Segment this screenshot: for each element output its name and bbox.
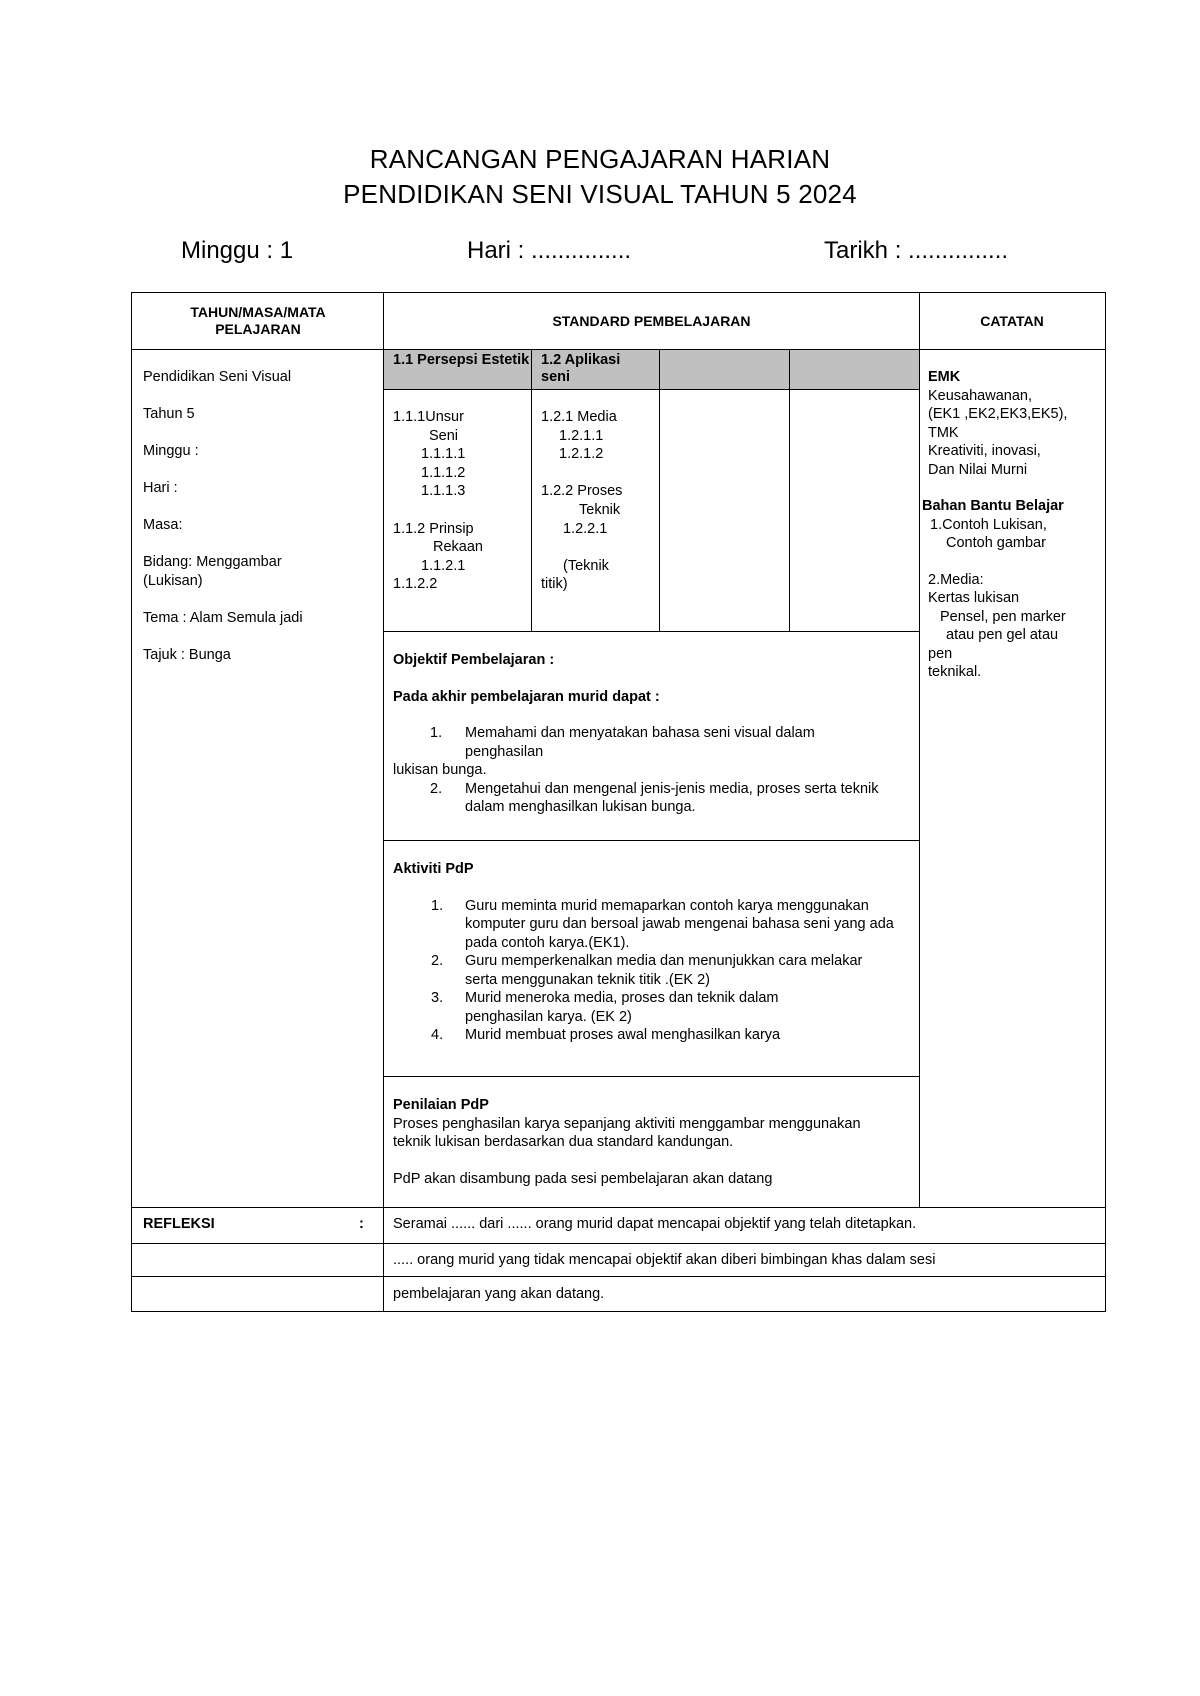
bbb-line: 1.Contoh Lukisan,	[930, 516, 1047, 533]
std1-line: 1.1.2 Prinsip	[393, 520, 474, 537]
media-line: Kertas lukisan	[928, 590, 1020, 606]
penilaian-section	[393, 1096, 903, 1188]
standard-col1-header	[393, 352, 530, 369]
minggu-field: Minggu : 1	[181, 237, 294, 264]
info-topic: Tajuk : Bunga	[143, 647, 231, 663]
catatan-section	[922, 368, 1100, 682]
emk-line: Keusahawanan,	[928, 387, 1032, 404]
info-subject: Pendidikan Seni Visual	[143, 369, 292, 385]
header-standard: STANDARD PEMBELAJARAN	[552, 313, 751, 329]
hari-field: Hari : ...............	[467, 237, 632, 264]
aktiviti-num: 2.	[431, 953, 444, 969]
emk-line: (EK1 ,EK2,EK3,EK5),	[928, 406, 1068, 422]
std1-line: 1.1.1.2	[421, 464, 466, 481]
objektif-item-1-text: Memahami dan menyatakan bahasa seni visual dalam penghasilan	[465, 725, 815, 760]
std1-line: 1.1.1.1	[421, 446, 466, 463]
std2-line: 1.2.1.2	[559, 446, 604, 463]
objektif-section	[393, 651, 908, 817]
std2-line	[541, 538, 656, 557]
standard-col1-items	[393, 408, 528, 594]
info-time: Masa:	[143, 517, 183, 533]
standard-col1-title: 1.1 Persepsi Estetik	[393, 352, 530, 368]
std2-line: 1.2.2 Proses	[541, 483, 623, 500]
objektif-subtitle: Pada akhir pembelajaran murid dapat :	[393, 688, 660, 705]
aktiviti-text: Guru meminta murid memaparkan contoh karya menggunakan komputer guru dan bersoal jawab mengenai bahasa seni yang ada pada contoh karya.(EK1).	[465, 897, 894, 951]
penilaian-title: Penilaian PdP	[393, 1097, 489, 1113]
aktiviti-text: Guru memperkenalkan media dan menunjukkan cara melakar serta menggunakan teknik titik .(EK 2)	[465, 953, 863, 988]
info-day: Hari :	[143, 480, 178, 496]
std1-line: 1.1.2.2	[393, 576, 438, 593]
penilaian-note: PdP akan disambung pada sesi pembelajaran akan datang	[393, 1170, 773, 1187]
aktiviti-section	[393, 860, 908, 1045]
aktiviti-item	[393, 989, 908, 1026]
media-line: Pensel, pen marker	[940, 608, 1066, 625]
refleksi-label: REFLEKSI	[143, 1216, 215, 1232]
objektif-item-2-num: 2.	[430, 780, 443, 797]
aktiviti-text: Murid membuat proses awal menghasilkan karya	[465, 1027, 781, 1043]
emk-line: TMK	[928, 424, 959, 441]
objektif-item-2-text: Mengetahui dan mengenal jenis-jenis media, proses serta teknik dalam menghasilkan lukisan bunga.	[465, 780, 879, 815]
penilaian-text: Proses penghasilan karya sepanjang aktiviti menggambar menggunakan teknik lukisan berdasarkan dua standard kandungan.	[393, 1115, 861, 1150]
std2-line: Teknik	[579, 501, 621, 518]
std1-line: 1.1.1Unsur	[393, 409, 464, 425]
objektif-item-1-num: 1.	[430, 725, 443, 741]
info-theme: Tema : Alam Semula jadi	[143, 610, 303, 626]
bbb-title: Bahan Bantu Belajar	[922, 498, 1064, 514]
std2-line	[541, 464, 656, 483]
emk-line: Dan Nilai Murni	[928, 461, 1028, 478]
standard-col2-items	[541, 408, 656, 594]
document-subtitle: PENDIDIKAN SENI VISUAL TAHUN 5 2024	[343, 179, 857, 209]
emk-line: Kreativiti, inovasi,	[928, 443, 1041, 459]
refleksi-line-3: pembelajaran yang akan datang.	[393, 1286, 605, 1302]
std2-line: 1.2.1.1	[559, 427, 604, 444]
objektif-item-2	[393, 780, 908, 817]
aktiviti-item	[393, 897, 908, 953]
std2-line: 1.2.1 Media	[541, 409, 617, 425]
info-field: Bidang: Menggambar (Lukisan)	[143, 554, 282, 589]
media-line: pen	[928, 645, 953, 662]
refleksi-line-2: ..... orang murid yang tidak mencapai objektif akan diberi bimbingan khas dalam sesi	[393, 1252, 936, 1268]
bbb-line: Contoh gambar	[946, 535, 1046, 551]
media-line: atau pen gel atau	[946, 627, 1059, 643]
objektif-item-1	[393, 724, 908, 761]
document-title: RANCANGAN PENGAJARAN HARIAN	[369, 144, 831, 174]
std2-line: titik)	[541, 576, 568, 593]
aktiviti-num: 4.	[431, 1027, 444, 1043]
std1-line: 1.1.1.3	[421, 483, 466, 500]
aktiviti-num: 1.	[431, 897, 444, 914]
objektif-item-1-cont: lukisan bunga.	[393, 762, 487, 778]
std1-line	[393, 501, 528, 520]
refleksi-colon: :	[359, 1216, 364, 1232]
header-catatan: CATATAN	[980, 313, 1044, 329]
std1-line: 1.1.2.1	[421, 557, 466, 574]
standard-col2-title: 1.2 Aplikasi seni	[541, 352, 621, 385]
media-line: 2.Media:	[928, 571, 984, 588]
standard-col2-header	[541, 352, 653, 386]
aktiviti-list	[393, 897, 908, 1045]
aktiviti-text: Murid meneroka media, proses dan teknik dalam penghasilan karya. (EK 2)	[465, 990, 779, 1025]
std1-line: Rekaan	[433, 539, 483, 556]
aktiviti-title: Aktiviti PdP	[393, 861, 474, 877]
info-year: Tahun 5	[143, 406, 195, 422]
aktiviti-item	[393, 1026, 908, 1045]
info-week: Minggu :	[143, 443, 199, 459]
emk-title: EMK	[928, 369, 961, 385]
tarikh-field: Tarikh : ...............	[824, 237, 1009, 264]
std2-line: (Teknik	[563, 557, 609, 574]
media-line: teknikal.	[928, 664, 982, 680]
std2-line: 1.2.2.1	[563, 520, 608, 537]
aktiviti-num: 3.	[431, 990, 444, 1006]
header-tahun-masa: TAHUN/MASA/MATA PELAJARAN	[190, 304, 326, 337]
refleksi-line-1: Seramai ...... dari ...... orang murid dapat mencapai objektif yang telah ditetapkan.	[393, 1216, 917, 1232]
aktiviti-item	[393, 952, 908, 989]
objektif-title: Objektif Pembelajaran :	[393, 652, 555, 668]
std1-line: Seni	[429, 427, 459, 444]
